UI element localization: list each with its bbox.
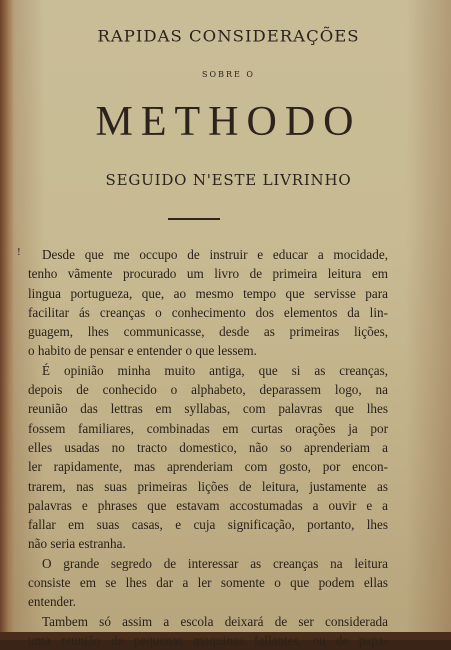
text-line: fallar em suas casas, e cuja significação, portanto, lhes [28,517,388,533]
text-line: lingua portugueza, que, ao mesmo tempo que servisse para [28,285,388,301]
text-line: entender. [28,594,76,610]
heading-line-4: SEGUIDO N'ESTE LIVRINHO [105,171,352,189]
text-line: guagem, lhes communicasse, desde as primeiras lições, [28,324,388,340]
text-line: trarem, nas suas primeiras lições de leitura, justamente as [28,478,388,494]
margin-mark: ! [17,246,21,258]
text-line: palavras e phrases que estavam accostumadas a ouvir e a [28,497,388,513]
text-line: fossem familiares, combinadas em curtas orações ja por [28,420,388,436]
text-line: elles usadas no tracto domestico, não so aprenderiam a [28,439,388,455]
text-line: O grande segredo de interessar as creanças na leitura [42,555,388,571]
text-line: reunião das lettras em syllabas, com palavras que lhes [28,401,388,417]
text-line: consiste em se lhes dar a ler somente o que podem ellas [28,575,388,591]
page-left-edge [0,0,14,640]
text-line: depois de conhecido o alphabeto, deparassem logo, na [28,382,388,398]
text-line: facilitar ás creanças o conhecimento dos elementos da lin- [28,304,388,320]
text-line: tenho vãmente procurado um livro de primeira leitura em [28,266,388,282]
heading-line-1: RAPIDAS CONSIDERAÇÕES [97,27,360,46]
text-line: É opinião minha muito antiga, que si as creanças, [42,362,388,378]
text-line: Desde que me occupo de instruir e educar a mocidade, [42,247,388,262]
heading-title: METHODO [95,99,362,145]
text-line: não seria estranha. [28,536,126,552]
text-line: ler rapidamente, mas aprenderiam com gosto, por encon- [28,459,388,475]
body-text [28,245,388,650]
heading-line-2: SOBRE O [202,70,255,79]
text-line: o habito de pensar e entender o que lessem. [28,343,257,359]
text-line: uma reunião de pequenas maquinas fallantes, ou de papa- [28,632,388,648]
text-line: Tambem só assim a escola deixará de ser considerada [42,613,388,629]
heading-rule [168,218,220,220]
